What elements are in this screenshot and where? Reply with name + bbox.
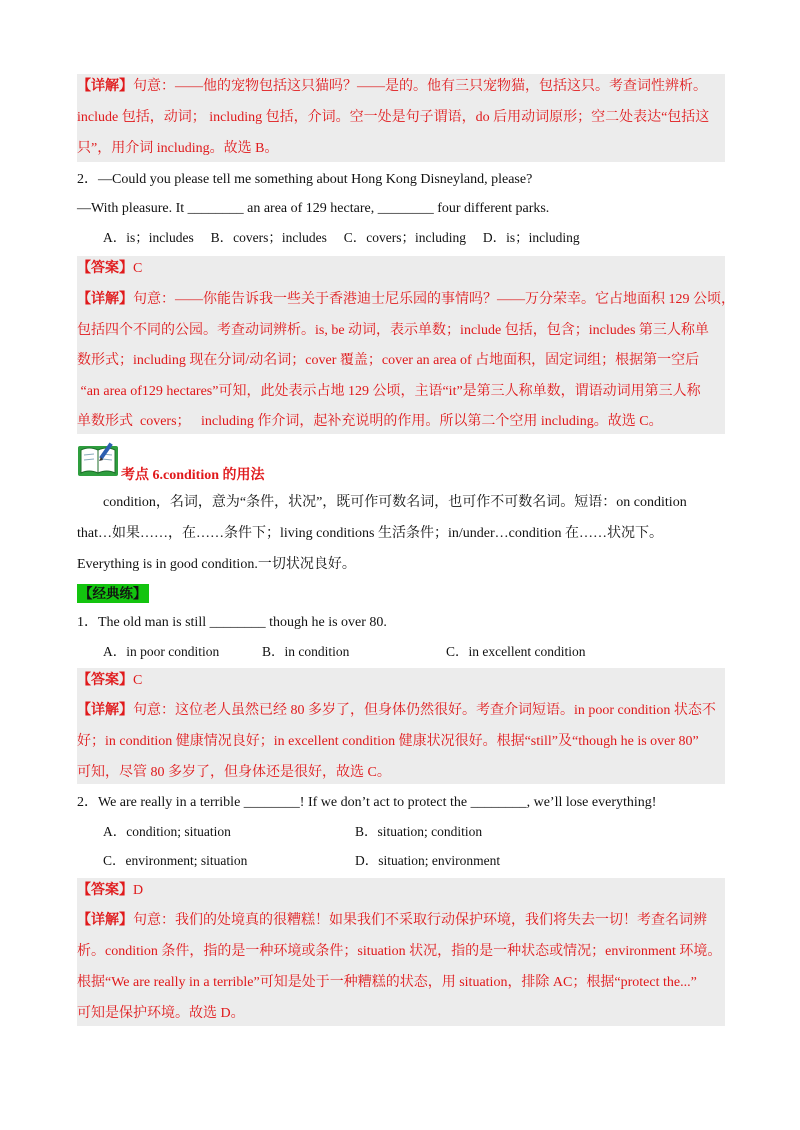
explanation-line: 数形式；including 现在分词/动名词；cover 覆盖；cover an area of 占地面积，固定词组；根据第一空后	[77, 353, 700, 368]
explanation-line: “an area of129 hectares”可知，此处表示占地 129 公顷，主语“it”是第三人称单数，谓语动词用第三人称	[77, 384, 701, 399]
practice-tag: 【经典练】	[79, 586, 147, 601]
explanation-line: 可知是保护环境。故选 D。	[77, 1006, 245, 1021]
practice-question-2-option-a: A．condition; situation	[103, 824, 231, 839]
kaodian-paragraph-1: condition，名词，意为“条件，状况”，既可作可数名词，也可作不可数名词。短语：on condition	[103, 495, 687, 510]
practice-question-1-stem: 1．The old man is still ________ though he is over 80.	[77, 615, 387, 630]
explanation-line: 好；in condition 健康情况良好；in excellent condition 健康状况很好。根据“still”及“though he is over 80”	[77, 734, 699, 749]
explanation-line: 根据“We are really in a terrible”可知是处于一种糟糕的状态，用 situation，排除 AC；根据“protect the...”	[77, 975, 697, 990]
question-2-stem-1: 2．—Could you please tell me something about Hong Kong Disneyland, please?	[77, 172, 533, 187]
explanation-line: 【详解】句意：——你能告诉我一些关于香港迪士尼乐园的事情吗？——万分荣幸。它占地面积 129 公顷，	[77, 292, 735, 307]
detail-label: 【详解】	[77, 292, 133, 307]
practice-question-2-option-d: D．situation; environment	[355, 853, 501, 868]
answer-line	[77, 259, 142, 279]
answer-value: C	[133, 261, 143, 276]
practice-question-1-option-c: C．in excellent condition	[446, 644, 586, 659]
explanation-line: include 包括，动词； including 包括，介词。空一处是句子谓语，do 后用动词原形；空二处表达“包括这	[77, 110, 710, 125]
answer-label: 【答案】	[77, 673, 133, 688]
question-2-options: A．is；includes B．covers；includes C．covers；including D．is；including	[103, 230, 580, 245]
answer-value: C	[133, 673, 143, 688]
detail-label: 【详解】	[77, 703, 133, 718]
question-2-stem-2: —With pleasure. It ________ an area of 129 hectare, ________ four different parks.	[77, 201, 550, 216]
practice-question-2-stem: 2．We are really in a terrible ________! If we don’t act to protect the ________, we’ll lose everything!	[77, 795, 657, 810]
kaodian-title: 考点 6.condition 的用法	[121, 468, 265, 483]
answer-value: D	[133, 883, 144, 898]
kaodian-paragraph-2: that…如果……，在……条件下；living conditions 生活条件；in/under…condition 在……状况下。	[77, 526, 664, 541]
explanation-box-1	[77, 74, 725, 162]
practice-question-1-option-b: B．in condition	[262, 644, 350, 659]
kaodian-paragraph-3: Everything is in good condition.一切状况良好。	[77, 557, 356, 572]
practice-question-2-option-c: C．environment; situation	[103, 853, 248, 868]
explanation-line: 【详解】句意：我们的处境真的很糟糕！如果我们不采取行动保护环境，我们将失去一切！考查名词辨	[77, 913, 707, 928]
answer-label: 【答案】	[77, 883, 133, 898]
explanation-line: 单数形式 covers； including 作介词，起补充说明的作用。所以第二个空用 including。故选 C。	[77, 414, 663, 429]
explanation-line: 析。condition 条件，指的是一种环境或条件；situation 状况，指的是一种状态或情况；environment 环境。	[77, 944, 722, 959]
explanation-box-4	[77, 878, 725, 1026]
explanation-line: 【详解】句意：——他的宠物包括这只猫吗？——是的。他有三只宠物猫，包括这只。考查词性辨析。	[77, 79, 707, 94]
answer-line	[77, 881, 143, 901]
explanation-line: 可知，尽管 80 多岁了，但身体还是很好，故选 C。	[77, 765, 391, 780]
detail-label: 【详解】	[77, 79, 133, 94]
explanation-line: 只”，用介词 including。故选 B。	[77, 141, 279, 156]
explanation-line: 【详解】句意：这位老人虽然已经 80 多岁了，但身体仍然很好。考查介词短语。in poor condition 状态不	[77, 703, 716, 718]
answer-label: 【答案】	[77, 261, 133, 276]
practice-question-1-option-a: A．in poor condition	[103, 644, 220, 659]
explanation-box-2	[77, 256, 735, 434]
book-icon	[77, 440, 119, 478]
detail-label: 【详解】	[77, 913, 133, 928]
explanation-line: 包括四个不同的公园。考查动词辨析。is, be 动词，表示单数；include 包括，包含；includes 第三人称单	[77, 323, 709, 338]
practice-question-2-option-b: B．situation; condition	[355, 824, 483, 839]
answer-line	[77, 671, 142, 691]
explanation-box-3	[77, 668, 725, 784]
